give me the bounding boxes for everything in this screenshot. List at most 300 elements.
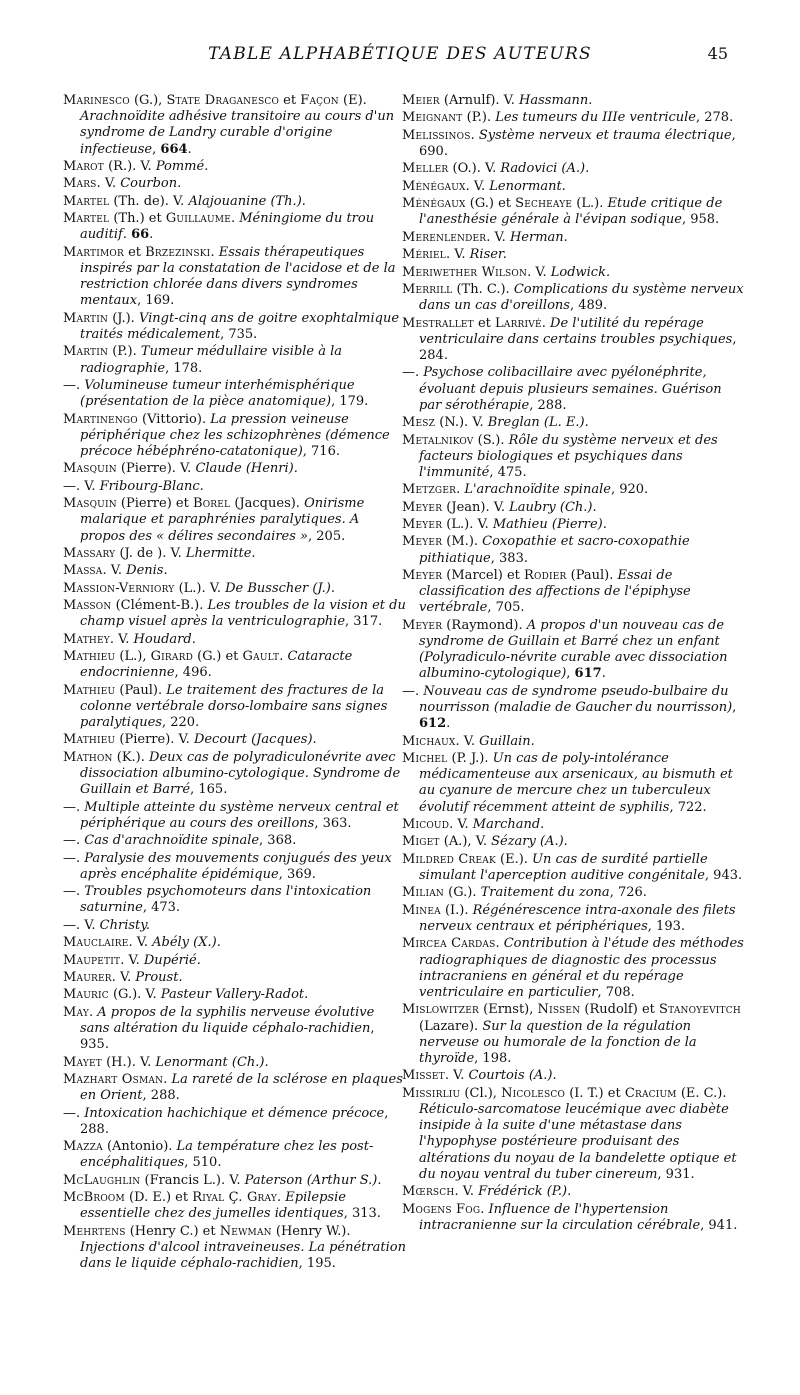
author-name: Martel xyxy=(63,193,110,209)
author-name: Meyer xyxy=(402,534,443,550)
work-title: De Busscher (J.). xyxy=(225,580,335,596)
entry-text: —. xyxy=(402,683,424,699)
work-title: Laubry (Ch.). xyxy=(509,499,597,515)
author-name: Martimor xyxy=(63,244,124,260)
work-title: Proust. xyxy=(135,970,183,985)
work-title: Courbon. xyxy=(120,176,182,192)
author-name: State Draganesco xyxy=(166,93,280,108)
entry-text: . xyxy=(187,141,192,157)
entry-text: . xyxy=(279,649,288,665)
work-title: Fribourg-Blanc. xyxy=(99,478,204,494)
author-name: Marinesco xyxy=(63,93,130,108)
author-name: Merenlender xyxy=(402,229,487,245)
entry-text: , 690. xyxy=(419,127,736,159)
entry-text: (Ernst), xyxy=(479,1002,538,1018)
author-name: Ménégaux xyxy=(402,196,466,212)
entry-text: . V. xyxy=(455,733,480,749)
author-name: Mildred Creak xyxy=(402,851,496,867)
entry-text: , 198. xyxy=(474,1051,512,1067)
work-title: Rôle du système nerveux et des facteurs biologiques et psychiques dans l'immunité xyxy=(419,432,718,480)
work-title: Radovici (A.). xyxy=(500,161,590,177)
author-name: Martin xyxy=(63,344,109,360)
index-entry xyxy=(63,1173,406,1189)
author-name: Ménégaux xyxy=(402,178,466,194)
author-name: Meignant xyxy=(402,110,463,126)
entry-text: (E.). xyxy=(495,851,533,867)
work-title: La rareté de la sclérose en plaques en Orient xyxy=(80,1071,403,1104)
index-entry xyxy=(402,1086,745,1183)
work-title: Troubles psychomoteurs dans l'intoxication saturnine xyxy=(80,884,372,916)
author-name: Meyer xyxy=(402,499,443,515)
entry-text: (Pierre). V. xyxy=(115,732,194,748)
entry-text: , 369. xyxy=(278,866,316,882)
author-name: Merrill xyxy=(402,281,453,297)
work-title: Etude critique de l'anesthésie générale à l'évipan sodique xyxy=(419,196,723,228)
index-entry xyxy=(63,311,406,343)
entry-text: (G.). V. xyxy=(108,987,161,1003)
work-title: Influence de l'hypertension intracranienne sur la circulation cérébrale xyxy=(419,1201,701,1233)
entry-text: , 708. xyxy=(597,985,635,1001)
entry-text: —. xyxy=(63,884,85,900)
entry-text: (I. T.) et xyxy=(565,1085,625,1101)
author-name: Masquin xyxy=(63,496,117,512)
index-entry xyxy=(402,282,745,314)
work-title: Hassmann. xyxy=(519,93,593,108)
work-title: La pression veineuse périphérique chez les schizophrènes (démence précoce hébéphréno-catatonique) xyxy=(80,411,390,459)
work-title: Multiple atteinte du système nerveux central et périphérique au cours des oreillons xyxy=(80,799,399,831)
entry-text: , 510. xyxy=(184,1155,222,1171)
entry-text: , 920. xyxy=(610,482,649,498)
author-name: Meller xyxy=(402,161,449,177)
work-title: Abély (X.). xyxy=(152,935,221,951)
entry-text: (L.). xyxy=(572,196,608,212)
index-entry xyxy=(63,935,406,951)
index-entry xyxy=(63,1139,406,1171)
author-name: Masson xyxy=(63,598,112,614)
entry-text: , 317. xyxy=(345,614,383,630)
entry-text: (Paul). xyxy=(566,568,618,584)
entry-text: . xyxy=(122,227,132,243)
index-entry xyxy=(402,230,745,246)
author-name: Cracium xyxy=(624,1085,677,1101)
index-entry xyxy=(63,1005,406,1054)
entry-text: (Antonio). xyxy=(102,1139,177,1155)
entry-text: (Raymond). xyxy=(442,617,527,633)
entry-text: , 726. xyxy=(609,885,647,901)
index-entry xyxy=(402,265,745,281)
index-entry xyxy=(63,1072,406,1104)
index-entry xyxy=(63,496,406,545)
entry-text: (G.) et xyxy=(465,196,516,212)
work-title: Denis. xyxy=(126,563,168,579)
author-name: Meyer xyxy=(402,568,443,584)
entry-text: (Th. de). V. xyxy=(109,193,189,209)
work-title: Arachnoïdite adhésive transitoire au cours d'un syndrome de Landry curable d'origine infectieuse xyxy=(80,109,395,157)
entry-text: —. xyxy=(63,850,85,866)
entry-text: (Paul). xyxy=(115,682,167,698)
entry-text: , 941. xyxy=(700,1217,738,1233)
entry-text: , 205. xyxy=(308,528,346,544)
author-name: Masquin xyxy=(63,461,117,477)
entry-text: . V. xyxy=(449,817,473,833)
author-name: Mazhart Osman xyxy=(63,1071,164,1087)
index-entry xyxy=(63,176,406,192)
work-title: Dupérié. xyxy=(143,952,201,968)
entry-text: , 178. xyxy=(165,360,203,376)
index-entry xyxy=(402,415,745,431)
index-entry xyxy=(402,316,745,365)
work-title: Système nerveux et trauma électrique xyxy=(478,127,732,143)
page-number: 45 xyxy=(707,44,728,63)
entry-text: —. xyxy=(402,365,424,381)
author-name: Mathieu xyxy=(63,649,116,665)
index-entry xyxy=(63,800,406,832)
author-name: Mazza xyxy=(63,1139,103,1155)
work-title: Riser. xyxy=(469,247,507,263)
author-name: McLaughlin xyxy=(63,1172,141,1188)
author-name: Stanoyevitch xyxy=(659,1002,741,1018)
entry-text: , 195. xyxy=(298,1256,336,1272)
entry-text: , 288. xyxy=(529,397,567,413)
index-entry xyxy=(63,211,406,243)
author-name: Mériel xyxy=(402,247,446,263)
work-title: Marchand. xyxy=(472,817,545,833)
index-entry xyxy=(63,194,406,210)
index-entry xyxy=(63,378,406,410)
entry-text: . xyxy=(89,1004,98,1020)
index-entry xyxy=(402,751,745,816)
work-title: Houdard. xyxy=(133,631,196,647)
entry-text: . xyxy=(601,666,606,682)
entry-text: (L.). V. xyxy=(442,517,493,533)
index-entry xyxy=(63,884,406,916)
entry-text: , 705. xyxy=(487,600,525,616)
author-name: Mœrsch xyxy=(402,1184,455,1200)
index-entry xyxy=(402,1184,745,1200)
entry-text: —. xyxy=(63,1105,85,1121)
work-title: Intoxication hachichique et démence précoce xyxy=(84,1105,385,1121)
entry-text: (H.). V. xyxy=(101,1054,156,1070)
index-entry xyxy=(402,903,745,935)
entry-text: , 496. xyxy=(174,665,212,681)
entry-text: , 288. xyxy=(142,1088,180,1104)
index-entry xyxy=(63,833,406,849)
entry-text: , 313. xyxy=(343,1206,381,1222)
work-title: Traitement du zona xyxy=(480,885,610,901)
entry-text: , 179. xyxy=(331,394,369,410)
index-entry xyxy=(402,247,745,263)
work-title: Breglan (L. E.). xyxy=(487,415,589,431)
index-entry xyxy=(402,500,745,516)
author-name: Massa xyxy=(63,563,103,579)
author-name: Misset xyxy=(402,1068,445,1084)
work-title: Régénérescence intra-axonale des filets nerveux centraux et périphériques xyxy=(419,902,736,935)
author-name: Massion-Verniory xyxy=(63,580,175,596)
work-title: Sur la question de la régulation nerveuse ou humorale de la fonction de la thyroïde xyxy=(419,1018,697,1067)
entry-text: . xyxy=(541,315,551,331)
work-title: Réticulo-sarcomatose leucémique avec diabète insipide à la suite d'une métastase dans l'hypophyse postérieure produisant des altérations du noyau de la bandelette optique et du noyau ventral du tuber cinereum xyxy=(419,1102,737,1182)
index-entry xyxy=(63,344,406,376)
entry-text: (G.), xyxy=(129,93,167,108)
index-entry xyxy=(402,1068,745,1084)
index-entry xyxy=(63,750,406,799)
entry-text: (R.). V. xyxy=(103,159,156,174)
index-entry xyxy=(402,885,745,901)
entry-text: , 722. xyxy=(669,799,707,815)
index-entry xyxy=(402,734,745,750)
entry-text: , 958. xyxy=(681,212,720,228)
entry-text: (Clément-B.). xyxy=(111,598,208,614)
author-name: Larrivé xyxy=(495,315,542,331)
entry-text: , 193. xyxy=(647,919,686,935)
index-entry xyxy=(402,433,745,482)
index-entry xyxy=(63,581,406,597)
index-entry xyxy=(63,93,406,158)
work-title: Alajouanine (Th.). xyxy=(188,193,306,209)
entry-text: . V. xyxy=(454,1184,479,1200)
index-entry xyxy=(63,732,406,748)
author-name: Newman xyxy=(219,1223,272,1239)
author-name: Brzezinski xyxy=(145,244,211,260)
entry-text: . xyxy=(470,127,479,143)
index-entry xyxy=(402,936,745,1001)
entry-text: et xyxy=(123,244,146,260)
entry-text: , xyxy=(566,666,575,682)
work-title: Lhermitte. xyxy=(185,545,256,561)
author-name: Meriwether Wilson xyxy=(402,264,528,280)
work-title: Vingt-cinq ans de goitre exophtalmique traités médicalement xyxy=(80,310,400,342)
index-entry xyxy=(63,649,406,681)
author-name: Mogens Fog xyxy=(402,1201,481,1217)
author-name: Mauclaire xyxy=(63,935,129,951)
index-entry xyxy=(402,365,745,414)
entry-text: . V. xyxy=(109,631,134,647)
author-name: Mestrallet xyxy=(402,315,474,331)
index-entry xyxy=(402,684,745,733)
entry-text: , 278. xyxy=(696,110,734,126)
index-entry xyxy=(402,1002,745,1067)
entry-text: . V. xyxy=(128,935,153,951)
author-name: Mars xyxy=(63,176,97,192)
index-entry xyxy=(63,1224,406,1273)
author-name: Rodier xyxy=(524,568,567,584)
author-name: Nissen xyxy=(537,1002,581,1018)
author-name: Miget xyxy=(402,834,440,850)
author-name: Mayet xyxy=(63,1054,102,1070)
author-name: Meyer xyxy=(402,517,443,533)
work-title: L'arachnoïdite spinale xyxy=(464,482,611,498)
index-entry xyxy=(63,245,406,310)
entry-text: . V. xyxy=(102,563,127,579)
entry-text: (Jacques). xyxy=(230,496,305,512)
index-entry xyxy=(63,851,406,883)
work-title: Cas d'arachnoïdite spinale xyxy=(84,833,260,849)
author-name: Gault xyxy=(242,649,280,665)
author-name: Mesz xyxy=(402,415,436,431)
entry-text: . xyxy=(210,244,219,260)
author-name: Guillaume xyxy=(165,211,231,227)
author-name: Meyer xyxy=(402,617,443,633)
index-entry xyxy=(63,546,406,562)
entry-text: (J.). xyxy=(108,310,139,326)
entry-text: (Pierre). V. xyxy=(116,461,196,477)
work-title: Lodwick. xyxy=(550,264,611,280)
entry-text: , 931. xyxy=(657,1166,695,1182)
entry-text: (Lazare). xyxy=(419,1018,483,1034)
entry-text: (E. C.). xyxy=(676,1085,727,1101)
entry-text: —. V. xyxy=(63,917,100,933)
work-title: Les troubles de la vision et du champ visuel après la ventriculographie xyxy=(80,598,406,630)
author-name: Mehrtens xyxy=(63,1223,126,1239)
entry-text: (G.) et xyxy=(193,649,243,665)
entry-text: , xyxy=(152,141,161,157)
entry-text: , 943. xyxy=(704,868,743,884)
entry-text: (L.), xyxy=(115,649,151,665)
entry-text: (Marcel) et xyxy=(442,568,525,584)
entry-text: (Jean). V. xyxy=(442,499,510,515)
entry-text: , 169. xyxy=(137,293,175,309)
entry-text: (Henry C.) et xyxy=(125,1223,220,1239)
author-name: Massary xyxy=(63,545,116,561)
entry-text: . V. xyxy=(527,264,551,280)
entry-text: , 368. xyxy=(259,833,297,849)
entry-text: . xyxy=(230,211,240,227)
entry-text: et xyxy=(473,315,496,331)
author-name: Micoud xyxy=(402,817,450,833)
entry-text: (O.). V. xyxy=(448,161,501,177)
page-ref: 664 xyxy=(160,141,188,157)
author-name: Mathieu xyxy=(63,732,116,748)
author-name: May xyxy=(63,1004,89,1020)
entry-text: , 220. xyxy=(161,715,200,731)
work-title: Nouveau cas de syndrome pseudo-bulbaire du nourrisson (maladie de Gaucher du nourrisson) xyxy=(419,683,733,716)
page-ref: 617 xyxy=(574,666,602,682)
entry-text: (A.), V. xyxy=(439,834,492,850)
work-title: Paterson (Arthur S.). xyxy=(244,1172,382,1188)
work-title: Volumineuse tumeur interhémisphérique (présentation de la pièce anatomique) xyxy=(80,377,355,410)
entry-text: . V. xyxy=(111,970,136,985)
index-entry xyxy=(402,128,745,160)
entry-text: , 475. xyxy=(489,464,527,480)
entry-text: , 165. xyxy=(190,782,228,798)
index-entry xyxy=(63,970,406,986)
work-title: Lenormant (Ch.). xyxy=(155,1054,269,1070)
index-entry xyxy=(402,179,745,195)
index-entry xyxy=(63,412,406,461)
index-entry xyxy=(63,563,406,579)
entry-text: (J. de ). V. xyxy=(115,545,186,561)
entry-text: , 473. xyxy=(142,900,181,916)
work-title: Cataracte endocrinienne xyxy=(80,649,353,681)
work-title: Sézary (A.). xyxy=(491,834,568,850)
work-title: Coxopathie et sacro-coxopathie pithiatique xyxy=(419,534,690,566)
work-title: Deux cas de polyradiculonévrite avec dissociation albumino-cytologique. Syndrome de Guillain et Barré xyxy=(80,749,401,798)
entry-text: (K.). xyxy=(112,749,150,765)
author-name: Nicolesco xyxy=(501,1085,566,1101)
entry-text: (I.). xyxy=(440,902,473,918)
index-entry xyxy=(63,632,406,648)
author-name: Michaux xyxy=(402,733,456,749)
index-entry xyxy=(63,598,406,630)
work-title: Claude (Henri). xyxy=(195,461,298,477)
entry-text: (M.). xyxy=(442,534,483,550)
author-name: Mathey xyxy=(63,631,110,647)
work-title: Lenormant. xyxy=(489,178,566,194)
running-title: TABLE ALPHABÉTIQUE DES AUTEURS xyxy=(208,44,592,64)
index-entry xyxy=(63,918,406,934)
work-title: Paralysie des mouvements conjugués des yeux après encéphalite épidémique xyxy=(80,850,392,882)
author-name: Metalnikov xyxy=(402,432,474,448)
entry-text: (P.). xyxy=(108,344,141,360)
author-name: Meier xyxy=(402,93,440,108)
work-title: Complications du système nerveux dans un cas d'oreillons xyxy=(419,281,744,314)
index-entry xyxy=(402,196,745,228)
work-title: A propos d'un nouveau cas de syndrome de Guillain et Barré chez un enfant (Polyradiculo-névrite curable avec dissociation albumino-cytologique) xyxy=(419,617,728,682)
author-name: Mircea Cardas xyxy=(402,936,496,952)
index-entry xyxy=(402,1202,745,1234)
entry-text: , 288. xyxy=(80,1105,389,1137)
index-entry xyxy=(63,1190,406,1222)
index-entry xyxy=(402,618,745,683)
entry-text: (Pierre) et xyxy=(116,496,193,512)
entry-text: , 363. xyxy=(314,815,352,831)
work-title: Pasteur Vallery-Radot. xyxy=(160,987,309,1003)
index-entry xyxy=(402,534,745,566)
work-title: Decourt (Jacques). xyxy=(193,732,317,748)
index-entry xyxy=(402,568,745,617)
entry-text: —. V. xyxy=(63,478,100,494)
entry-text: (Th. C.). xyxy=(452,281,514,297)
work-title: Le traitement des fractures de la colonne vertébrale dorso-lombaire sans signes paralytiques xyxy=(80,682,388,731)
entry-text: . V. xyxy=(444,1068,469,1084)
work-title: Les tumeurs du IIIe ventricule xyxy=(495,110,696,126)
entry-text: (G.). xyxy=(443,885,481,901)
work-title: Tumeur médullaire visible à la radiographie xyxy=(80,344,343,376)
entry-text: (Cl.), xyxy=(460,1085,502,1101)
work-title: Pommé. xyxy=(155,159,209,174)
entry-text: (Rudolf) et xyxy=(580,1002,660,1018)
index-entry xyxy=(402,110,745,126)
entry-text: (P.). xyxy=(462,110,496,126)
entry-text: —. xyxy=(63,833,85,849)
work-title: Un cas de poly-intolérance médicamenteuse aux arsenicaux, au bismuth et au cyanure de mercure chez un tuberculeux évolutif récemment atteint de syphilis xyxy=(419,751,733,815)
index-entry xyxy=(63,159,406,175)
entry-text: , 716. xyxy=(302,443,340,459)
author-name: Martin xyxy=(63,310,109,326)
entry-text: (Francis L.). V. xyxy=(140,1172,245,1188)
entry-text: (P. J.). xyxy=(447,751,493,767)
index-entry xyxy=(63,1106,406,1138)
entry-text: , xyxy=(732,700,737,716)
entry-text: et xyxy=(279,93,301,108)
work-title: Onirisme malarique et paraphrénies paralytiques. A propos des « délires secondaires » xyxy=(80,496,365,544)
author-name: McBroom xyxy=(63,1190,125,1206)
author-name: Mathon xyxy=(63,749,113,765)
entry-text: —. xyxy=(63,799,85,815)
index-column-right xyxy=(402,93,745,1235)
author-name: Riyal Ç. Gray xyxy=(192,1190,277,1206)
entry-text: (S.). xyxy=(473,432,509,448)
entry-text: , 284. xyxy=(419,331,737,363)
entry-text: . xyxy=(495,936,504,952)
index-entry xyxy=(63,953,406,969)
author-name: Maurer xyxy=(63,970,112,985)
work-title: Psychose colibacillaire avec pyélonéphrite, évoluant depuis plusieurs semaines. Guérison par sérothérapie xyxy=(419,365,722,413)
entry-text: , 935. xyxy=(80,1020,375,1053)
index-entry xyxy=(63,1055,406,1071)
index-entry xyxy=(402,161,745,177)
entry-text: (E). xyxy=(338,93,367,108)
